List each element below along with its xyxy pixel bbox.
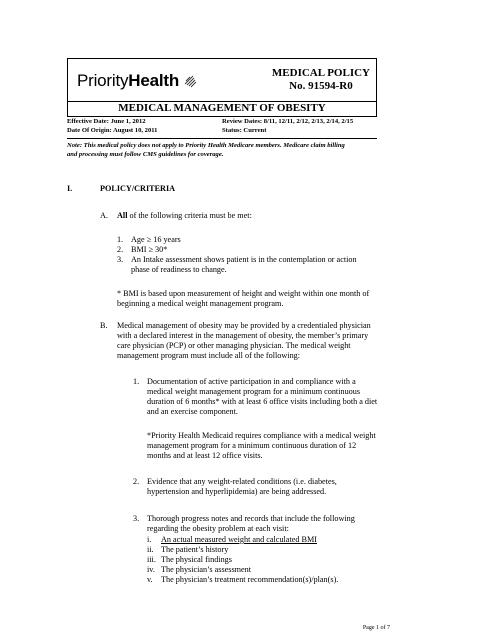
b3-item-num: i. (147, 535, 152, 544)
medicare-note (67, 142, 377, 159)
item-b-line-2: with a declared interest in the management of obesity, the member’s primary (117, 331, 369, 340)
priority-health-logo (77, 68, 198, 94)
logo-mark-icon (182, 73, 198, 89)
page-number: Page 1 of 7 (362, 625, 390, 631)
b3-item-num: iv. (147, 565, 155, 574)
criterion-1-text: Age ≥ 16 years (131, 235, 181, 244)
b1-line-2: medical weight management program for a minimum continuous (147, 387, 361, 396)
section-number: I. (67, 184, 73, 193)
bmi-note-line-2: beginning a medical weight management program. (117, 299, 284, 308)
criterion-2-text: BMI ≥ 30* (131, 245, 168, 254)
item-b-line-4: management program must include all of the following: (117, 351, 301, 360)
b3-line-1: Thorough progress notes and records that include the following (147, 514, 355, 523)
b3-item-text: An actual measured weight and calculated BMI (161, 535, 317, 544)
b2-num: 2. (133, 477, 140, 486)
policy-id-block (272, 67, 370, 93)
item-b-line-3: care physician (PCP) or other managing physician. The medical weight (117, 341, 351, 350)
status: Status: Current (222, 126, 267, 134)
header-top-row (68, 59, 376, 102)
b3-item-num: iii. (147, 555, 156, 564)
note-line-2: and processing must follow CMS guidelines for coverage. (67, 150, 224, 158)
item-b-label: B. (100, 321, 108, 330)
b1-line-1: Documentation of active participation in and compliance with a (147, 377, 356, 386)
b3-line-2: regarding the obesity problem at each visit: (147, 524, 289, 533)
item-a-intro (117, 211, 252, 221)
bmi-note-line-1: * BMI is based upon measurement of height and weight within one month of (117, 289, 370, 298)
b3-item-num: v. (147, 575, 153, 584)
item-a-intro-rest: of the following criteria must be met: (127, 211, 252, 220)
b1-line-4: and an exercise component. (147, 407, 238, 416)
item-b-line-1: Medical management of obesity may be provided by a credentialed physician (117, 321, 371, 330)
b3-item-num: ii. (147, 545, 154, 554)
criterion-3-cont: phase of readiness to change. (131, 265, 227, 274)
section-title: POLICY/CRITERIA (100, 184, 176, 193)
b3-item-text: The physician’s assessment (161, 565, 252, 574)
origin-date: Date Of Origin: August 10, 2011 (67, 126, 158, 134)
b3-item-text: The physical findings (161, 555, 232, 564)
medicaid-line-1: *Priority Health Medicaid requires compliance with a medical weight (147, 431, 376, 440)
item-a-intro-bold: All (117, 211, 128, 220)
criterion-3-num: 3. (117, 255, 124, 264)
logo-text (77, 71, 179, 91)
criterion-3-text: An Intake assessment shows patient is in the contemplation or action (131, 255, 357, 264)
b3-item-text: The physician’s treatment recommendation(s)/plan(s). (161, 575, 339, 584)
effective-date: Effective Date: June 1, 2012 (67, 118, 146, 125)
note-line-1: Note: This medical policy does not apply to Priority Health Medicare members. Medicare claim billing (67, 142, 345, 149)
b3-num: 3. (133, 514, 140, 523)
medicaid-line-2: management program for a minimum continuous duration of 12 (147, 441, 357, 450)
b2-line-2: hypertension and hyperlipidemia) are being addressed. (147, 487, 327, 496)
b3-item-text: The patient’s history (161, 545, 229, 554)
policy-number: No. 91594-R0 (289, 80, 353, 92)
item-a-label: A. (100, 211, 108, 220)
logo-text-prefix: Priority (77, 71, 129, 90)
b2-line-1: Evidence that any weight-related conditions (i.e. diabetes, (147, 477, 337, 486)
policy-label: MEDICAL POLICY (271, 67, 370, 79)
criterion-1-num: 1. (117, 235, 124, 244)
b1-line-3: duration of 6 months* with at least 6 office visits including both a diet (147, 397, 378, 406)
logo-text-suffix: Health (128, 71, 180, 90)
divider (67, 138, 377, 139)
medicaid-line-3: months and at least 12 office visits. (147, 451, 263, 460)
review-dates: Review Dates: 8/11, 12/11, 2/12, 2/13, 2/14, 2/15 (222, 118, 354, 125)
document-title: MEDICAL MANAGEMENT OF OBESITY (118, 102, 326, 114)
policy-header (67, 58, 377, 117)
criterion-2-num: 2. (117, 245, 124, 254)
b1-num: 1. (133, 377, 140, 386)
